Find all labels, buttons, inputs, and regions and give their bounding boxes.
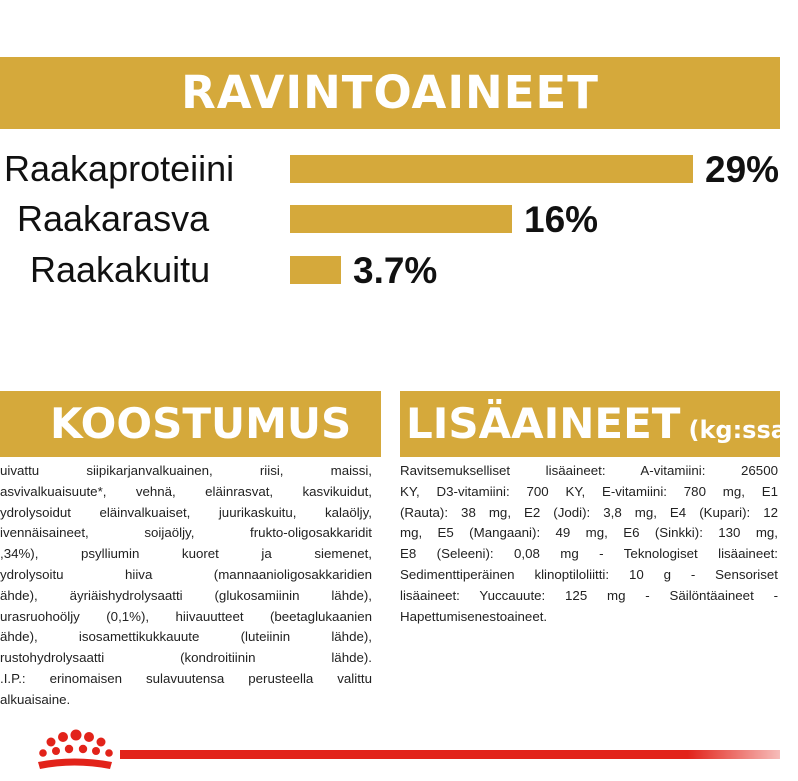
composition-line: ydrolysoidut eläinvalkuaiset, juurikaskuitu, kalaöljy, (0, 504, 372, 520)
additives-line: lisäaineet: Yuccauute: 125 mg - Säilöntäaineet - (400, 587, 778, 603)
composition-line: ivennäisaineet, soijaöljy, frukto-oligosakkaridit (0, 525, 372, 541)
additives-line: mg, E5 (Mangaani): 49 mg, E6 (Sinkki): 130 mg, (400, 525, 778, 541)
additives-line: Sedimenttiperäinen klinoptiloliitti: 10 g - Sensoriset (400, 566, 778, 582)
additives-line: Ravitsemukselliset lisäaineet: A-vitamiini: 26500 (400, 463, 778, 478)
royal-canin-crown-logo (28, 729, 120, 781)
composition-line: ähde), äyriäishydrolysaatti (glukosamiinin lähde), (0, 587, 372, 603)
additives-line: Hapettumisenestoaineet. (400, 608, 548, 624)
additives-text (400, 461, 778, 627)
nutrient-label-fat: Raakarasva (17, 198, 210, 239)
nutrient-value-fat: 16% (524, 199, 599, 240)
additives-line: KY, D3-vitamiini: 700 KY, E-vitamiini: 780 mg, E1 (400, 483, 778, 499)
additives-line: E8 (Seleeni): 0,08 mg - Teknologiset lisäaineet: (400, 546, 778, 562)
composition-line: ydrolysoitu hiiva (mannaanioligosakkaridien (0, 566, 372, 582)
additives-title: LISÄAINEET (406, 399, 681, 448)
composition-text (0, 461, 372, 711)
additives-line: (Rauta): 38 mg, E2 (Jodi): 3,8 mg, E4 (Kupari): 12 (400, 504, 778, 520)
composition-line: .I.P.: erinomaisen sulavuutensa perusteella valittu (0, 670, 372, 686)
nutrient-bar-fat (290, 205, 512, 233)
additives-unit: (kg:ssa) (688, 416, 798, 444)
nutrient-bar-fiber (290, 256, 341, 284)
nutrient-label-fiber: Raakakuitu (30, 249, 211, 290)
composition-line: uivattu siipikarjanvalkuainen, riisi, maissi, (0, 463, 372, 478)
nutrient-label-protein: Raakaproteiini (4, 148, 235, 189)
nutrients-heading: RAVINTOAINEET (0, 57, 780, 129)
footer-red-line (120, 750, 780, 759)
composition-line: rustohydrolysaatti (kondroitiinin lähde). (0, 650, 372, 666)
nutrient-bar-protein (290, 155, 693, 183)
composition-line: urasruohoöljy (0,1%), hiivauutteet (beetaglukaanien (0, 608, 372, 624)
additives-heading (400, 391, 798, 457)
composition-line: ,34%), psylliumin kuoret ja siemenet, (0, 546, 372, 562)
composition-line: ähde), isosamettikukkauute (luteiinin lähde), (0, 629, 372, 645)
composition-line: alkuaisaine. (0, 691, 71, 707)
composition-line: asvivalkuaisuute*, vehnä, eläinrasvat, kasvikuidut, (0, 483, 372, 499)
composition-heading: KOOSTUMUS (0, 391, 381, 457)
nutrient-value-fiber: 3.7% (353, 250, 438, 291)
nutrient-value-protein: 29% (705, 149, 780, 190)
